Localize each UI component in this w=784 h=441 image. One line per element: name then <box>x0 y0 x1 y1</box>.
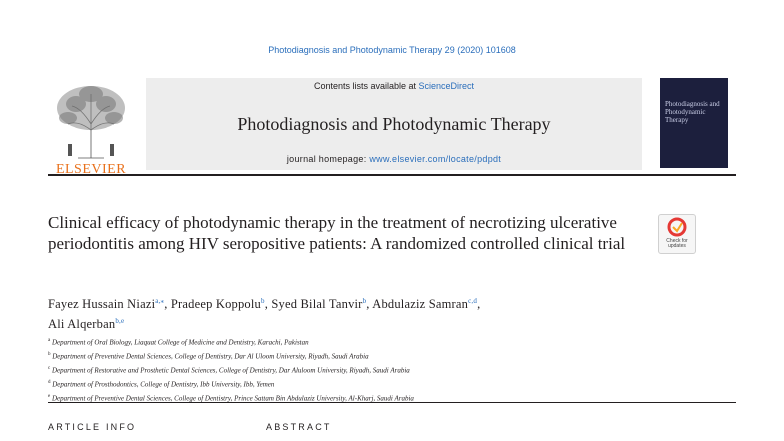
homepage-prefix: journal homepage: <box>286 154 370 164</box>
journal-cover-thumbnail[interactable] <box>660 78 728 168</box>
affiliation-text: Department of Restorative and Prosthetic Dental Sciences, College of Dentistry, Dar Aluloom University, Riyadh, Saudi Arabia <box>51 366 410 375</box>
affiliation-text: Department of Prosthodontics, College of Dentistry, Ibb University, Ibb, Yemen <box>52 380 275 389</box>
homepage-link[interactable]: www.elsevier.com/locate/pdpdt <box>369 154 502 164</box>
affiliation-key: a <box>48 338 51 343</box>
elsevier-logo <box>48 80 134 177</box>
affiliation-key: e <box>48 393 51 399</box>
affiliation-item <box>48 335 708 349</box>
affiliation-item <box>48 363 708 377</box>
affiliation-text: Department of Preventive Dental Sciences, College of Dentistry, Dar Al Uloom University, Riyadh, Saudi Arabia <box>52 352 369 361</box>
affiliation-key: c <box>48 365 51 371</box>
affiliation-item <box>48 377 708 391</box>
author-affiliation-marker[interactable]: b,e <box>115 317 125 326</box>
affiliation-text: Department of Preventive Dental Sciences, College of Dentistry, Prince Sattam Bin Abdulaziz University, Al-Kharj, Saudi Arabia <box>51 394 414 403</box>
sciencedirect-link[interactable]: ScienceDirect <box>418 81 475 91</box>
author-affiliation-marker[interactable]: b <box>362 297 367 305</box>
author-affiliation-marker[interactable]: b <box>261 297 265 305</box>
author-list: Fayez Hussain Niazi$^{a,⁎}$, Pradeep Koppolu$^b$, Syed Bilal Tanvir$^b$, Abdulaziz Samran$^{c,d}$, Ali Alqerban$^{b,e}$ <box>48 297 481 332</box>
journal-header <box>48 70 736 176</box>
affiliation-key: b <box>48 351 51 357</box>
affiliation-key: d <box>48 379 51 385</box>
check-for-updates-badge[interactable] <box>658 214 696 254</box>
abstract-heading: ABSTRACT <box>266 422 332 432</box>
journal-info-box <box>146 78 642 170</box>
author-name[interactable]: Pradeep Koppolu <box>170 297 262 312</box>
article-info-heading: ARTICLE INFO <box>48 422 137 432</box>
affiliation-text: Department of Oral Biology, Liaquat College of Medicine and Dentistry, Karachi, Pakistan <box>51 338 309 347</box>
journal-cover-title: Photodiagnosis and Photodynamic Therapy <box>665 100 720 124</box>
author-affiliation-marker[interactable]: c,d <box>468 297 478 305</box>
contents-line <box>146 81 642 91</box>
elsevier-tree-icon <box>48 80 134 160</box>
author-name[interactable]: Fayez Hussain Niazi <box>48 297 156 312</box>
affiliation-item <box>48 349 708 363</box>
homepage-line <box>146 154 642 164</box>
journal-citation[interactable]: Photodiagnosis and Photodynamic Therapy 29 (2020) 101608 <box>268 45 516 55</box>
affiliation-list <box>48 335 708 405</box>
journal-title: Photodiagnosis and Photodynamic Therapy <box>237 114 551 134</box>
author-name[interactable]: Ali Alqerban <box>48 317 116 332</box>
author-name[interactable]: Abdulaziz Samran <box>372 297 469 312</box>
crossmark-icon <box>659 215 695 239</box>
author-affiliation-marker[interactable]: a,⁎ <box>155 297 165 305</box>
section-divider <box>48 402 736 403</box>
check-for-updates-label: Check for updates <box>666 238 688 249</box>
elsevier-wordmark: ELSEVIER <box>55 162 127 177</box>
author-name[interactable]: Syed Bilal Tanvir <box>271 297 363 312</box>
contents-prefix: Contents lists available at <box>313 81 419 91</box>
article-title: Clinical efficacy of photodynamic therapy in the treatment of necrotizing ulcerative periodontitis among HIV seropositive patients: A randomized controlled clinical trial <box>48 213 626 253</box>
